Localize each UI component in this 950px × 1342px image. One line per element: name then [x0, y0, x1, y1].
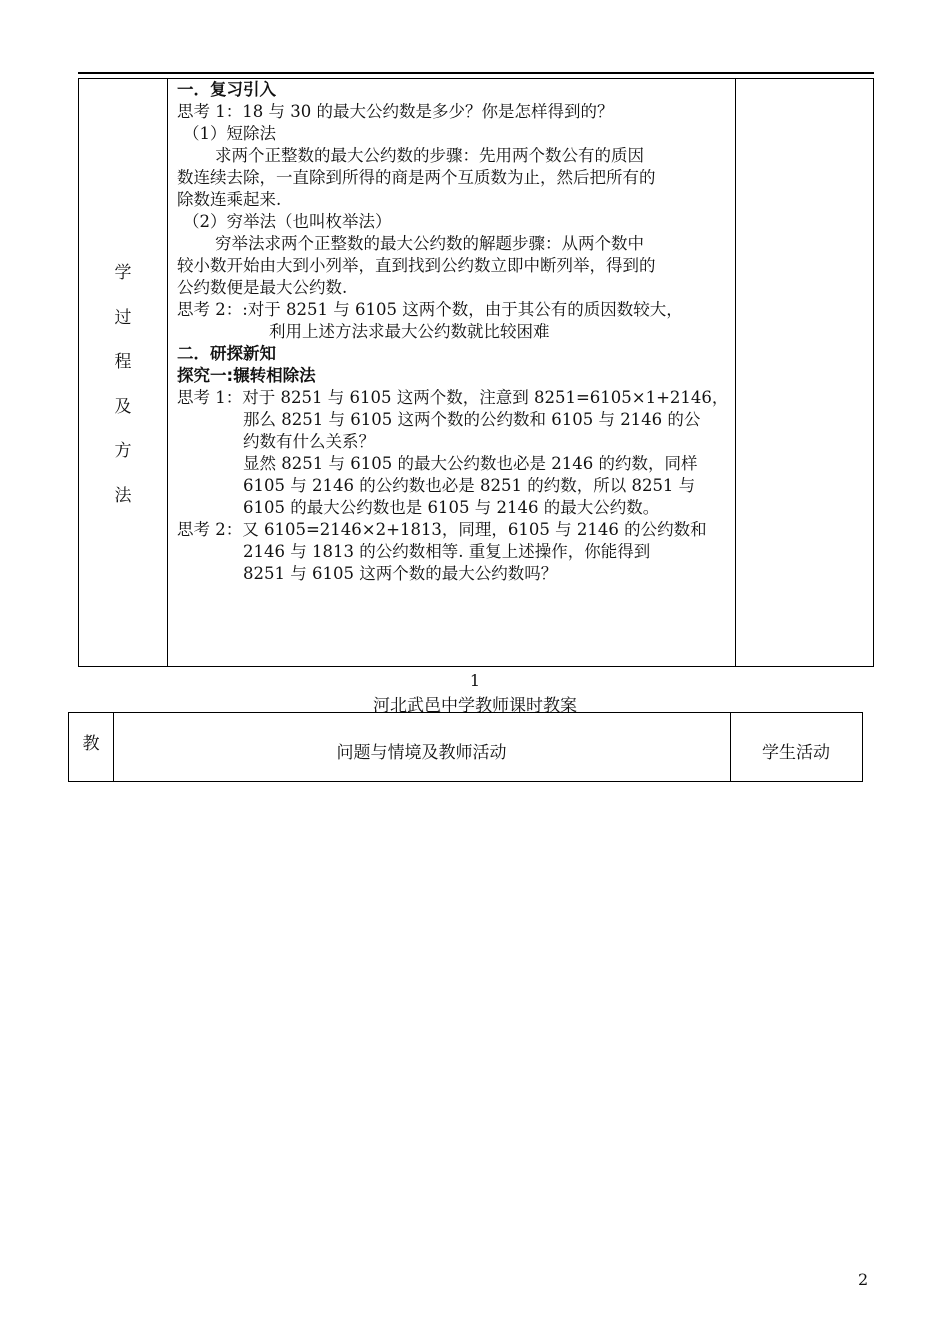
lesson-table — [78, 78, 874, 667]
content-line: 6105 的最大公约数也是 6105 与 2146 的最大公约数。 — [243, 498, 660, 517]
content-line: 8251 与 6105 这两个数的最大公约数吗？ — [243, 564, 558, 583]
content-line: （2）穷举法（也叫枚举法） — [183, 212, 392, 231]
content-line: 6105 与 2146 的公约数也必是 8251 的约数，所以 8251 与 — [243, 476, 696, 495]
header-table — [68, 712, 863, 782]
page-number: 2 — [858, 1270, 869, 1289]
section-label-char: 学 — [114, 263, 132, 283]
content-line: 数连续去除，一直除到所得的商是两个互质数为止，然后把所有的 — [177, 168, 656, 187]
content-line: 思考 1：对于 8251 与 6105 这两个数，注意到 8251=6105×1+2146， — [177, 388, 729, 407]
content-line: 思考 1：18 与 30 的最大公约数是多少？你是怎样得到的？ — [177, 102, 614, 121]
section-label-char: 法 — [114, 485, 132, 506]
content-line: 约数有什么关系？ — [243, 432, 375, 451]
header-cell-student-activity: 学生活动 — [762, 743, 830, 763]
top-rule — [78, 72, 874, 74]
content-line: 思考 2：:对于 8251 与 6105 这两个数，由于其公有的质因数较大， — [177, 300, 683, 319]
content-line: 利用上述方法求最大公约数就比较困难 — [269, 322, 550, 341]
content-line: 求两个正整数的最大公约数的步骤：先用两个数公有的质因 — [215, 146, 644, 165]
content-line: 思考 2：又 6105=2146×2+1813，同理，6105 与 2146 的公约数和 — [177, 520, 707, 539]
content-line: （1）短除法 — [183, 124, 276, 143]
content-line: 公约数便是最大公约数. — [177, 278, 348, 297]
content-line: 显然 8251 与 6105 的最大公约数也必是 2146 的约数，同样 — [243, 454, 698, 473]
section-label-char: 程 — [114, 352, 132, 372]
section-label-char: 方 — [114, 441, 132, 461]
content-line: 较小数开始由大到小列举，直到找到公约数立即中断列举，得到的 — [177, 256, 656, 275]
header-cell-teaching: 教 — [82, 734, 100, 754]
lesson-content — [177, 79, 729, 585]
section-label-char: 及 — [114, 396, 132, 417]
header-cell-teacher-activity: 问题与情境及教师活动 — [336, 743, 507, 763]
page-title: 河北武邑中学教师课时教案 — [373, 696, 577, 716]
content-line: 2146 与 1813 的公约数相等. 重复上述操作，你能得到 — [243, 542, 651, 561]
content-line: 除数连乘起来. — [177, 190, 282, 209]
page-number: 1 — [469, 671, 481, 690]
content-line: 穷举法求两个正整数的最大公约数的解题步骤：从两个数中 — [215, 234, 644, 253]
section-heading: 二．研探新知 — [177, 344, 276, 363]
section-label-char: 过 — [114, 307, 132, 328]
section-heading: 一．复习引入 — [177, 80, 276, 99]
content-line: 那么 8251 与 6105 这两个数的公约数和 6105 与 2146 的公 — [243, 410, 701, 429]
section-heading: 探究一:辗转相除法 — [177, 366, 316, 385]
section-label — [79, 251, 167, 518]
